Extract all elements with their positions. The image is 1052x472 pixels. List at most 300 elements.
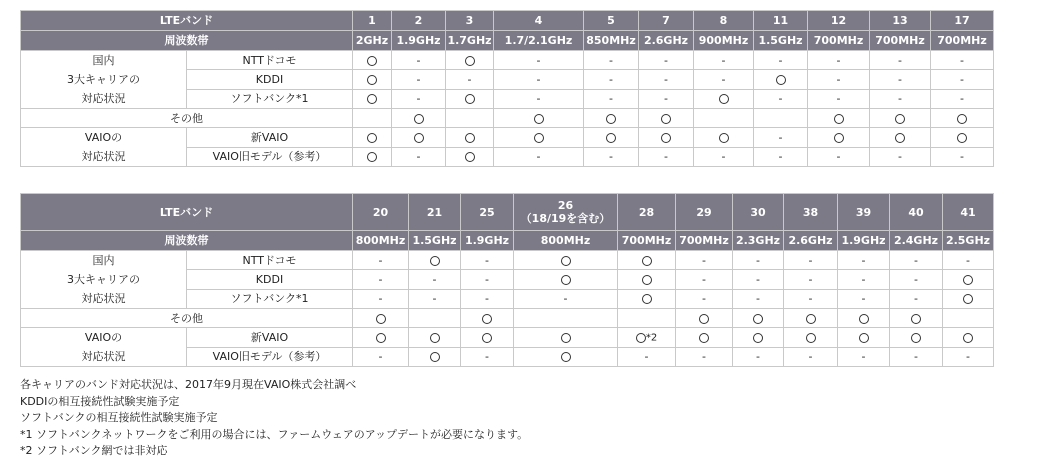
band-number: 12 <box>808 11 870 31</box>
band-number: 20 <box>353 194 409 231</box>
dash-mark: - <box>960 72 964 86</box>
circle-mark-icon <box>895 133 905 143</box>
unsupported-cell <box>618 347 676 367</box>
supported-cell <box>618 289 676 308</box>
circle-mark-icon <box>719 94 729 104</box>
dash-mark: - <box>378 272 383 286</box>
supported-cell <box>409 347 461 367</box>
frequency-value: 700MHz <box>931 31 994 51</box>
unsupported-cell <box>584 70 639 89</box>
dash-mark: - <box>536 92 541 106</box>
dash-mark: - <box>702 272 706 286</box>
circle-mark-icon <box>957 133 967 143</box>
table-row <box>21 309 994 328</box>
lte-band-table-1 <box>20 10 994 167</box>
unsupported-cell <box>584 89 639 108</box>
dash-mark: - <box>898 92 902 106</box>
supported-cell <box>514 270 618 289</box>
unsupported-cell <box>754 89 808 108</box>
circle-mark-icon <box>963 275 973 285</box>
empty-cell <box>618 309 676 328</box>
dash-mark: - <box>432 272 437 286</box>
unsupported-cell <box>890 251 943 270</box>
circle-mark-icon <box>414 133 424 143</box>
band-number: 39 <box>838 194 890 231</box>
unsupported-cell <box>870 70 931 89</box>
unsupported-cell <box>931 89 994 108</box>
circle-mark-icon <box>482 333 492 343</box>
unsupported-cell <box>639 51 694 70</box>
circle-mark-icon <box>699 314 709 324</box>
circle-mark-icon <box>367 75 377 85</box>
band-header-label: LTEバンド <box>21 11 353 31</box>
footnote: 各キャリアのバンド対応状況は、2017年9月現在VAIO株式会社調べ <box>20 378 357 391</box>
unsupported-cell <box>890 270 943 289</box>
dash-mark: - <box>378 292 383 306</box>
band-number: 1 <box>353 11 392 31</box>
dash-mark: - <box>467 72 472 86</box>
supported-cell <box>618 251 676 270</box>
band-header-row <box>21 11 994 31</box>
dash-mark: - <box>756 292 760 306</box>
footnote: *1 ソフトバンクネットワークをご利用の場合には、ファームウェアのアップデートが必要になります。 <box>20 427 529 441</box>
unsupported-cell <box>784 347 838 367</box>
dash-mark: - <box>778 53 783 67</box>
footnote: ソフトバンクの相互接続性試験実施予定 <box>20 411 218 424</box>
dash-mark: - <box>702 350 706 364</box>
frequency-value: 700MHz <box>618 231 676 251</box>
table-row <box>21 109 994 128</box>
circle-mark-icon <box>699 333 709 343</box>
unsupported-cell <box>494 70 584 89</box>
dash-mark: - <box>485 350 489 364</box>
dash-mark: - <box>778 130 783 144</box>
unsupported-cell <box>931 51 994 70</box>
empty-cell <box>409 309 461 328</box>
unsupported-cell <box>392 70 446 89</box>
unsupported-cell <box>694 70 754 89</box>
row-label: VAIO旧モデル（参考） <box>187 147 353 167</box>
dash-mark: - <box>778 92 783 106</box>
band-header-label: LTEバンド <box>21 194 353 231</box>
supported-cell <box>890 328 943 348</box>
unsupported-cell <box>943 251 994 270</box>
supported-cell <box>754 70 808 89</box>
supported-cell <box>353 328 409 348</box>
unsupported-cell <box>409 270 461 289</box>
unsupported-cell <box>584 51 639 70</box>
dash-mark: - <box>960 92 964 106</box>
circle-mark-icon <box>606 114 616 124</box>
circle-mark-icon <box>465 94 475 104</box>
frequency-value: 700MHz <box>870 31 931 51</box>
supported-cell <box>392 128 446 148</box>
circle-mark-icon <box>834 133 844 143</box>
unsupported-cell <box>943 347 994 367</box>
unsupported-cell <box>392 147 446 167</box>
dash-mark: - <box>836 72 841 86</box>
band-number: 28 <box>618 194 676 231</box>
circle-mark-icon <box>963 294 973 304</box>
dash-mark: - <box>898 150 902 164</box>
frequency-value: 2.5GHz <box>943 231 994 251</box>
group-label-carriers: 国内 3大キャリアの 対応状況 <box>21 51 187 109</box>
supported-cell <box>494 128 584 148</box>
unsupported-cell <box>733 347 784 367</box>
supported-cell <box>353 89 392 108</box>
unsupported-cell <box>514 289 618 308</box>
band-number: 2 <box>392 11 446 31</box>
circle-mark-icon <box>430 256 440 266</box>
dash-mark: - <box>756 272 760 286</box>
supported-cell <box>784 328 838 348</box>
unsupported-cell <box>353 251 409 270</box>
dash-mark: - <box>664 150 668 164</box>
dash-mark: - <box>861 253 866 267</box>
dash-mark: - <box>432 292 437 306</box>
supported-cell <box>639 128 694 148</box>
band-number: 4 <box>494 11 584 31</box>
unsupported-cell <box>461 270 514 289</box>
frequency-value: 800MHz <box>353 231 409 251</box>
band-number: 11 <box>754 11 808 31</box>
group-label-other: その他 <box>21 309 353 328</box>
circle-mark-icon <box>859 314 869 324</box>
frequency-value: 1.7/2.1GHz <box>494 31 584 51</box>
unsupported-cell <box>461 347 514 367</box>
dash-mark: - <box>836 92 841 106</box>
dash-mark: - <box>960 150 964 164</box>
unsupported-cell <box>353 289 409 308</box>
supported-cell <box>494 109 584 128</box>
supported-cell <box>353 51 392 70</box>
supported-cell <box>446 89 494 108</box>
circle-mark-icon <box>911 314 921 324</box>
circle-mark-icon <box>534 133 544 143</box>
dash-mark: - <box>861 350 866 364</box>
circle-mark-icon <box>430 333 440 343</box>
band-number: 7 <box>639 11 694 31</box>
frequency-value: 900MHz <box>694 31 754 51</box>
unsupported-cell <box>890 347 943 367</box>
unsupported-cell <box>461 251 514 270</box>
empty-cell <box>353 109 392 128</box>
circle-mark-icon <box>806 314 816 324</box>
dash-mark: - <box>664 92 668 106</box>
supported-cell <box>838 328 890 348</box>
circle-mark-icon <box>367 94 377 104</box>
circle-mark-icon <box>376 333 386 343</box>
band-number: 30 <box>733 194 784 231</box>
supported-cell <box>514 347 618 367</box>
circle-mark-icon <box>367 56 377 66</box>
supported-cell <box>676 328 733 348</box>
band-number: 29 <box>676 194 733 231</box>
circle-mark-icon <box>376 314 386 324</box>
circle-mark-icon <box>963 333 973 343</box>
unsupported-cell <box>409 289 461 308</box>
unsupported-cell <box>676 347 733 367</box>
dash-mark: - <box>644 350 649 364</box>
dash-mark: - <box>914 292 918 306</box>
band-number: 41 <box>943 194 994 231</box>
circle-mark-icon <box>719 133 729 143</box>
circle-mark-icon <box>430 352 440 362</box>
frequency-value: 1.9GHz <box>838 231 890 251</box>
circle-mark-icon <box>859 333 869 343</box>
unsupported-cell <box>676 270 733 289</box>
circle-mark-icon <box>606 133 616 143</box>
supported-cell <box>931 109 994 128</box>
circle-mark-icon <box>482 314 492 324</box>
supported-cell <box>943 270 994 289</box>
band-number: 21 <box>409 194 461 231</box>
frequency-value: 1.5GHz <box>409 231 461 251</box>
row-label: 新VAIO <box>187 128 353 148</box>
dash-mark: - <box>808 350 813 364</box>
row-label: KDDI <box>187 70 353 89</box>
unsupported-cell <box>870 51 931 70</box>
circle-mark-icon <box>661 114 671 124</box>
frequency-header-label: 周波数帯 <box>21 231 353 251</box>
unsupported-cell <box>870 89 931 108</box>
unsupported-cell <box>494 147 584 167</box>
unsupported-cell <box>694 51 754 70</box>
circle-mark-icon <box>895 114 905 124</box>
row-label: NTTドコモ <box>187 251 353 270</box>
supported-cell <box>446 51 494 70</box>
frequency-value: 1.9GHz <box>461 231 514 251</box>
unsupported-cell <box>838 270 890 289</box>
dash-mark: - <box>536 72 541 86</box>
unsupported-cell <box>733 270 784 289</box>
dash-mark: - <box>536 53 541 67</box>
unsupported-cell <box>639 147 694 167</box>
frequency-header-row <box>21 231 994 251</box>
dash-mark: - <box>609 150 613 164</box>
band-number: 8 <box>694 11 754 31</box>
dash-mark: - <box>702 253 706 267</box>
unsupported-cell <box>838 289 890 308</box>
supported-cell <box>514 251 618 270</box>
dash-mark: - <box>416 72 421 86</box>
band-number: 3 <box>446 11 494 31</box>
unsupported-cell <box>392 51 446 70</box>
row-label: 新VAIO <box>187 328 353 348</box>
band-header-row <box>21 194 994 231</box>
supported-cell <box>943 289 994 308</box>
row-label: ソフトバンク*1 <box>187 289 353 308</box>
dash-mark: - <box>536 150 541 164</box>
supported-cell <box>943 328 994 348</box>
table-row <box>21 128 994 148</box>
group-label-other: その他 <box>21 109 353 128</box>
circle-mark-icon <box>414 114 424 124</box>
frequency-value: 2.6GHz <box>784 231 838 251</box>
supported-cell <box>618 328 676 348</box>
dash-mark: - <box>966 253 970 267</box>
empty-cell <box>446 109 494 128</box>
frequency-value: 2.6GHz <box>639 31 694 51</box>
unsupported-cell <box>733 251 784 270</box>
unsupported-cell <box>353 347 409 367</box>
dash-mark: - <box>664 53 668 67</box>
supported-cell <box>584 109 639 128</box>
empty-cell <box>754 109 808 128</box>
supported-cell <box>694 89 754 108</box>
dash-mark: - <box>721 72 726 86</box>
unsupported-cell <box>808 70 870 89</box>
dash-mark: - <box>966 350 970 364</box>
dash-mark: - <box>609 53 613 67</box>
circle-mark-icon <box>465 133 475 143</box>
dash-mark: - <box>721 150 726 164</box>
frequency-value: 850MHz <box>584 31 639 51</box>
circle-mark-icon <box>642 256 652 266</box>
unsupported-cell <box>931 147 994 167</box>
dash-mark: - <box>756 350 760 364</box>
dash-mark: - <box>664 72 668 86</box>
row-label: KDDI <box>187 270 353 289</box>
dash-mark: - <box>563 292 568 306</box>
dash-mark: - <box>960 53 964 67</box>
unsupported-cell <box>446 70 494 89</box>
footnote: *2 ソフトバンク網では非対応 <box>20 444 168 457</box>
band-number: 5 <box>584 11 639 31</box>
circle-mark-icon <box>661 133 671 143</box>
group-label-carriers: 国内 3大キャリアの 対応状況 <box>21 251 187 309</box>
frequency-value: 2GHz <box>353 31 392 51</box>
supported-cell <box>446 128 494 148</box>
circle-mark-icon <box>465 152 475 162</box>
unsupported-cell <box>494 89 584 108</box>
supported-cell <box>639 109 694 128</box>
supported-cell <box>353 147 392 167</box>
frequency-header-row <box>21 31 994 51</box>
unsupported-cell <box>808 89 870 108</box>
circle-mark-icon <box>561 333 571 343</box>
unsupported-cell <box>784 251 838 270</box>
dash-mark: - <box>702 292 706 306</box>
band-number: 40 <box>890 194 943 231</box>
band-number: 25 <box>461 194 514 231</box>
table-row <box>21 51 994 70</box>
frequency-header-label: 周波数帯 <box>21 31 353 51</box>
dash-mark: - <box>836 53 841 67</box>
dash-mark: - <box>808 272 813 286</box>
table-row <box>21 328 994 348</box>
supported-cell <box>733 309 784 328</box>
empty-cell <box>943 309 994 328</box>
unsupported-cell <box>392 89 446 108</box>
supported-cell <box>808 109 870 128</box>
circle-mark-icon <box>534 114 544 124</box>
supported-cell <box>838 309 890 328</box>
frequency-value: 700MHz <box>676 231 733 251</box>
unsupported-cell <box>754 51 808 70</box>
unsupported-cell <box>353 270 409 289</box>
dash-mark: - <box>416 150 421 164</box>
dash-mark: - <box>609 72 613 86</box>
circle-mark-icon <box>642 294 652 304</box>
dash-mark: - <box>416 53 421 67</box>
footnote: KDDIの相互接続性試験実施予定 <box>20 394 180 408</box>
supported-cell <box>409 251 461 270</box>
unsupported-cell <box>808 51 870 70</box>
circle-mark-icon <box>636 333 646 343</box>
circle-mark-icon <box>806 333 816 343</box>
unsupported-cell <box>676 289 733 308</box>
unsupported-cell <box>754 147 808 167</box>
band-number: 17 <box>931 11 994 31</box>
dash-mark: - <box>914 272 918 286</box>
supported-cell <box>584 128 639 148</box>
dash-mark: - <box>485 253 489 267</box>
dash-mark: - <box>914 253 918 267</box>
dash-mark: - <box>609 92 613 106</box>
supported-cell <box>694 128 754 148</box>
unsupported-cell <box>494 51 584 70</box>
circle-mark-icon <box>561 256 571 266</box>
dash-mark: - <box>898 53 902 67</box>
supported-cell <box>514 328 618 348</box>
group-label-vaio: VAIOの 対応状況 <box>21 128 187 167</box>
row-label: NTTドコモ <box>187 51 353 70</box>
band-number: 13 <box>870 11 931 31</box>
frequency-value: 800MHz <box>514 231 618 251</box>
supported-cell <box>890 309 943 328</box>
frequency-value: 2.4GHz <box>890 231 943 251</box>
supported-cell <box>353 70 392 89</box>
dash-mark: - <box>378 253 383 267</box>
unsupported-cell <box>838 347 890 367</box>
unsupported-cell <box>694 147 754 167</box>
dash-mark: - <box>861 292 866 306</box>
unsupported-cell <box>784 270 838 289</box>
dash-mark: - <box>808 253 813 267</box>
supported-cell <box>446 147 494 167</box>
dash-mark: - <box>416 92 421 106</box>
unsupported-cell <box>461 289 514 308</box>
supported-cell <box>392 109 446 128</box>
table-row <box>21 251 994 270</box>
supported-cell <box>808 128 870 148</box>
unsupported-cell <box>639 70 694 89</box>
group-label-vaio: VAIOの 対応状況 <box>21 328 187 367</box>
supported-cell <box>870 109 931 128</box>
circle-mark-icon <box>776 75 786 85</box>
band-number: 26 （18/19を含む） <box>514 194 618 231</box>
lte-band-table-2 <box>20 193 994 367</box>
unsupported-cell <box>639 89 694 108</box>
circle-mark-icon <box>367 133 377 143</box>
dash-mark: - <box>861 272 866 286</box>
circle-mark-icon <box>367 152 377 162</box>
supported-cell <box>784 309 838 328</box>
unsupported-cell <box>754 128 808 148</box>
circle-mark-icon <box>911 333 921 343</box>
supported-cell <box>870 128 931 148</box>
circle-mark-icon <box>465 56 475 66</box>
dash-mark: - <box>721 53 726 67</box>
band-number: 38 <box>784 194 838 231</box>
dash-mark: - <box>778 150 783 164</box>
supported-cell <box>461 328 514 348</box>
supported-cell <box>618 270 676 289</box>
frequency-value: 1.7GHz <box>446 31 494 51</box>
footnote-marker: *2 <box>645 332 658 343</box>
circle-mark-icon <box>753 314 763 324</box>
